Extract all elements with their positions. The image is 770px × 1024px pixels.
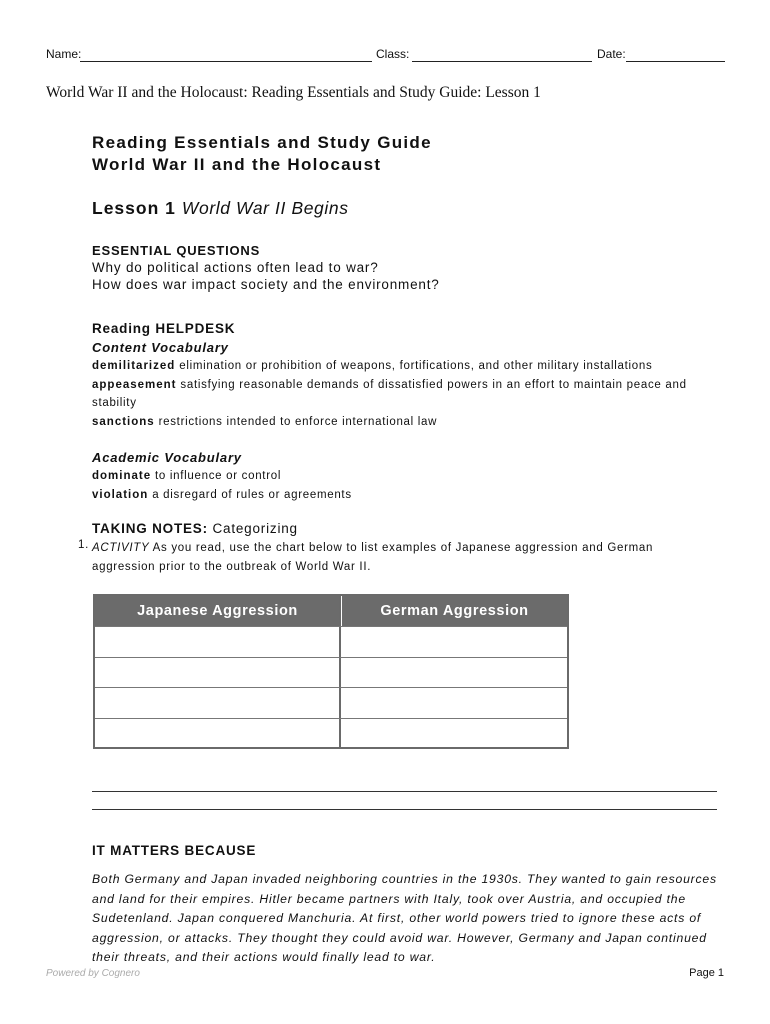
powered-by: Powered by Cognero xyxy=(46,968,140,979)
activity-text: As you read, use the chart below to list examples of Japanese aggression and German aggression prior to the outbreak of World War II. xyxy=(92,542,654,573)
vocab-item: demilitarized elimination or prohibition of weapons, fortifications, and other military installations xyxy=(92,360,653,372)
japanese-cell-2[interactable] xyxy=(97,659,337,686)
answer-line-1[interactable] xyxy=(92,791,717,792)
name-field[interactable] xyxy=(80,61,372,62)
academic-vocab-heading: Academic Vocabulary xyxy=(92,450,242,465)
taking-notes-heading xyxy=(92,520,298,537)
answer-line-2[interactable] xyxy=(92,809,717,810)
row-divider xyxy=(95,687,567,688)
guide-title xyxy=(92,132,432,176)
guide-title-line2: World War II and the Holocaust xyxy=(92,155,382,174)
vocab-item: dominate to influence or control xyxy=(92,470,282,482)
essential-question-1: Why do political actions often lead to war? xyxy=(92,260,379,275)
aggression-chart xyxy=(93,594,569,749)
document-title: World War II and the Holocaust: Reading Essentials and Study Guide: Lesson 1 xyxy=(46,84,541,101)
content-vocab-list xyxy=(92,357,722,431)
japanese-cell-1[interactable] xyxy=(97,628,337,656)
german-cell-3[interactable] xyxy=(343,689,567,717)
taking-notes-sub: Categorizing xyxy=(212,521,298,536)
name-label: Name: xyxy=(46,47,82,61)
class-field[interactable] xyxy=(412,61,592,62)
date-label: Date: xyxy=(597,47,626,61)
academic-vocab-list xyxy=(92,467,722,504)
essential-question-2: How does war impact society and the environment? xyxy=(92,277,440,292)
japanese-cell-4[interactable] xyxy=(97,720,337,746)
row-divider xyxy=(95,626,567,627)
row-divider xyxy=(95,657,567,658)
column-divider xyxy=(339,596,341,747)
activity-instruction xyxy=(92,539,712,576)
german-cell-4[interactable] xyxy=(343,720,567,746)
japanese-aggression-header: Japanese Aggression xyxy=(95,596,340,626)
essential-heading: ESSENTIAL QUESTIONS xyxy=(92,243,261,258)
essential-questions xyxy=(92,242,440,293)
lesson-label: Lesson 1 xyxy=(92,198,176,218)
helpdesk-heading: Reading HELPDESK xyxy=(92,321,236,336)
date-field[interactable] xyxy=(626,61,725,62)
vocab-item: sanctions restrictions intended to enforce international law xyxy=(92,415,438,428)
activity-label: ACTIVITY xyxy=(92,542,150,554)
german-cell-1[interactable] xyxy=(343,628,567,656)
japanese-cell-3[interactable] xyxy=(97,689,337,717)
german-cell-2[interactable] xyxy=(343,659,567,686)
content-vocab-heading: Content Vocabulary xyxy=(92,340,229,355)
row-divider xyxy=(95,718,567,719)
taking-notes-label: TAKING NOTES: xyxy=(92,521,208,536)
class-label: Class: xyxy=(376,47,410,61)
it-matters-text: Both Germany and Japan invaded neighboring countries in the 1930s. They wanted to gain resources and land for their empires. Hitler became partners with Italy, took over Austria, and occupied the Sudetenland. Japan conquered Manchuria. At first, other world powers tried to ignore these acts of aggression, or attacks. They thought they could avoid war. However, Germany and Japan continued their threats, and their actions would finally lead to war. xyxy=(92,872,717,965)
german-aggression-header: German Aggression xyxy=(342,596,567,626)
page-number: Page 1 xyxy=(689,967,724,979)
vocab-item: appeasement satisfying reasonable demands of dissatisfied powers in an effort to maintain peace and stability xyxy=(92,378,687,409)
activity-number: 1. xyxy=(78,539,89,551)
vocab-item: violation a disregard of rules or agreements xyxy=(92,488,352,501)
it-matters-heading: IT MATTERS BECAUSE xyxy=(92,843,257,858)
lesson-heading xyxy=(92,198,349,219)
guide-title-line1: Reading Essentials and Study Guide xyxy=(92,133,432,152)
lesson-title: World War II Begins xyxy=(181,198,349,218)
